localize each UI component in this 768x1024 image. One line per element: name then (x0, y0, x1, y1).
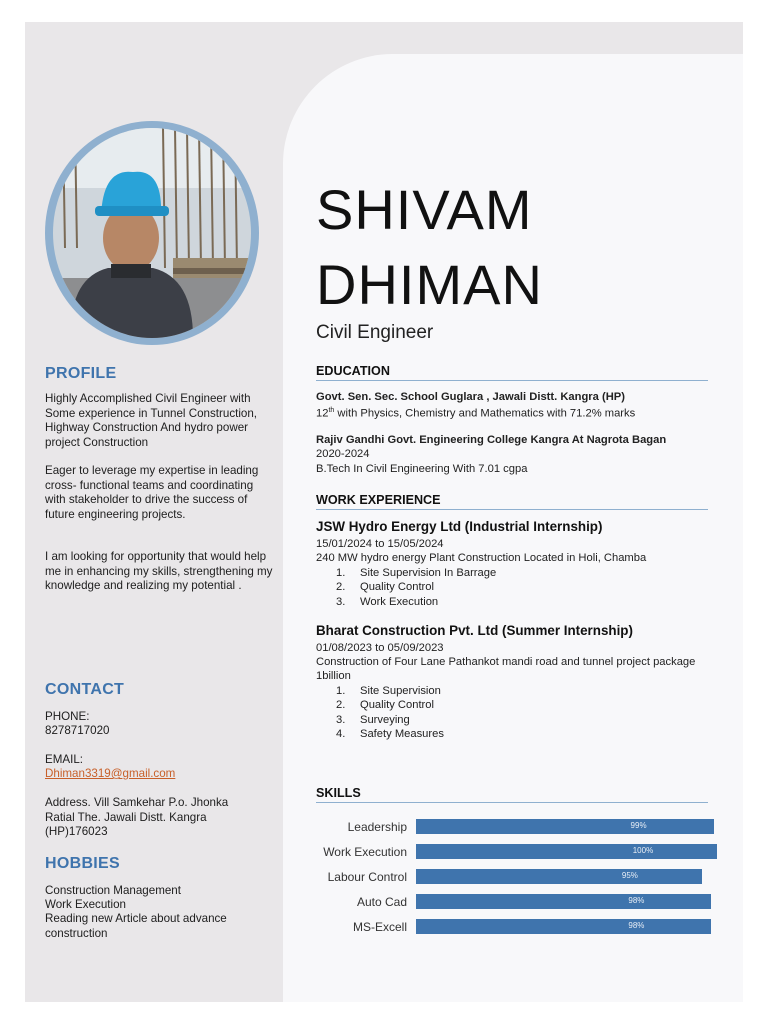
hobbies-heading: HOBBIES (45, 855, 120, 872)
skill-row (285, 819, 725, 835)
phone-label: PHONE: (45, 710, 90, 723)
skill-value: 100% (632, 846, 654, 855)
job-desc-2: Construction of Four Lane Pathankot mandi road and tunnel project package 1billion (316, 656, 696, 683)
education-school-2: Rajiv Gandhi Govt. Engineering College Kangra At Nagrota Bagan (316, 434, 667, 446)
skill-bar (416, 869, 702, 884)
education-years-2: 2020-2024 (316, 448, 370, 460)
skills-heading: SKILLS (316, 786, 708, 803)
list-item: 3. Surveying (336, 713, 410, 726)
hobby-item: Work Execution (45, 898, 126, 911)
education-detail-1: 12th with Physics, Chemistry and Mathematics with 71.2% marks (316, 407, 636, 420)
address: Address. Vill Samkehar P.o. Jhonka Ratial The. Jawali Distt. Kangra (HP)176023 (45, 796, 229, 839)
skill-row (285, 869, 725, 885)
email-label: EMAIL: (45, 753, 84, 766)
contact-heading: CONTACT (45, 681, 125, 698)
job-title: Civil Engineer (316, 322, 434, 343)
email-link[interactable]: Dhiman3319@gmail.com (45, 767, 176, 780)
skill-bar (416, 894, 711, 909)
skill-value: 98% (628, 896, 645, 905)
skill-label: Work Execution (323, 845, 407, 859)
job-title-2: Bharat Construction Pvt. Ltd (Summer Internship) (316, 623, 633, 638)
job-duties-1 (316, 566, 706, 609)
education-heading: EDUCATION (316, 364, 708, 381)
profile-paragraph-2: Eager to leverage my expertise in leading cross- functional teams and coordinating with stakeholder to drive the success of future engineering projects. (45, 464, 259, 521)
resume-page (25, 22, 743, 1002)
list-item: 2. Quality Control (336, 581, 434, 594)
list-item: 1. Site Supervision In Barrage (336, 567, 497, 579)
profile-heading: PROFILE (45, 365, 117, 382)
skill-label: Auto Cad (356, 895, 407, 909)
education-detail-2: B.Tech In Civil Engineering With 7.01 cgpa (316, 463, 528, 475)
hobby-item: Reading new Article about advance construction (45, 912, 227, 940)
work-heading: WORK EXPERIENCE (316, 493, 708, 510)
list-item: 2. Quality Control (336, 699, 434, 712)
skill-bar (416, 819, 714, 834)
list-item: 1. Site Supervision (336, 685, 441, 697)
skill-label: Leadership (347, 820, 407, 834)
phone-value: 8278717020 (45, 724, 110, 737)
job-duties-2 (316, 684, 706, 741)
job-dates-1: 15/01/2024 to 15/05/2024 (316, 538, 444, 550)
list-item: 3. Work Execution (336, 595, 439, 608)
profile-paragraph-1: Highly Accomplished Civil Engineer with Some experience in Tunnel Construction, Highway Construction And hydro power project Construction (45, 392, 258, 449)
skill-label: MS-Excell (352, 920, 407, 934)
skill-bar (416, 844, 717, 859)
hobby-item: Construction Management (45, 884, 181, 897)
skill-row (285, 919, 725, 935)
list-item: 4. Safety Measures (336, 727, 444, 740)
first-name: SHIVAM (316, 178, 533, 241)
job-desc-1: 240 MW hydro energy Plant Construction Located in Holi, Chamba (316, 552, 647, 564)
skill-value: 98% (628, 921, 645, 930)
profile-paragraph-3: I am looking for opportunity that would help me in enhancing my skills, strengthening my knowledge and realizing my potential . (45, 550, 273, 593)
skill-row (285, 844, 725, 860)
skill-bar (416, 919, 711, 934)
education-school-1: Govt. Sen. Sec. School Guglara , Jawali Distt. Kangra (HP) (316, 391, 625, 403)
skill-row (285, 894, 725, 910)
job-dates-2: 01/08/2023 to 05/09/2023 (316, 642, 444, 654)
profile-photo (53, 128, 251, 338)
skill-value: 95% (621, 871, 638, 880)
skill-value: 99% (630, 821, 647, 830)
last-name: DHIMAN (316, 253, 543, 316)
job-title-1: JSW Hydro Energy Ltd (Industrial Internship) (316, 519, 603, 534)
skill-label: Labour Control (327, 870, 407, 884)
